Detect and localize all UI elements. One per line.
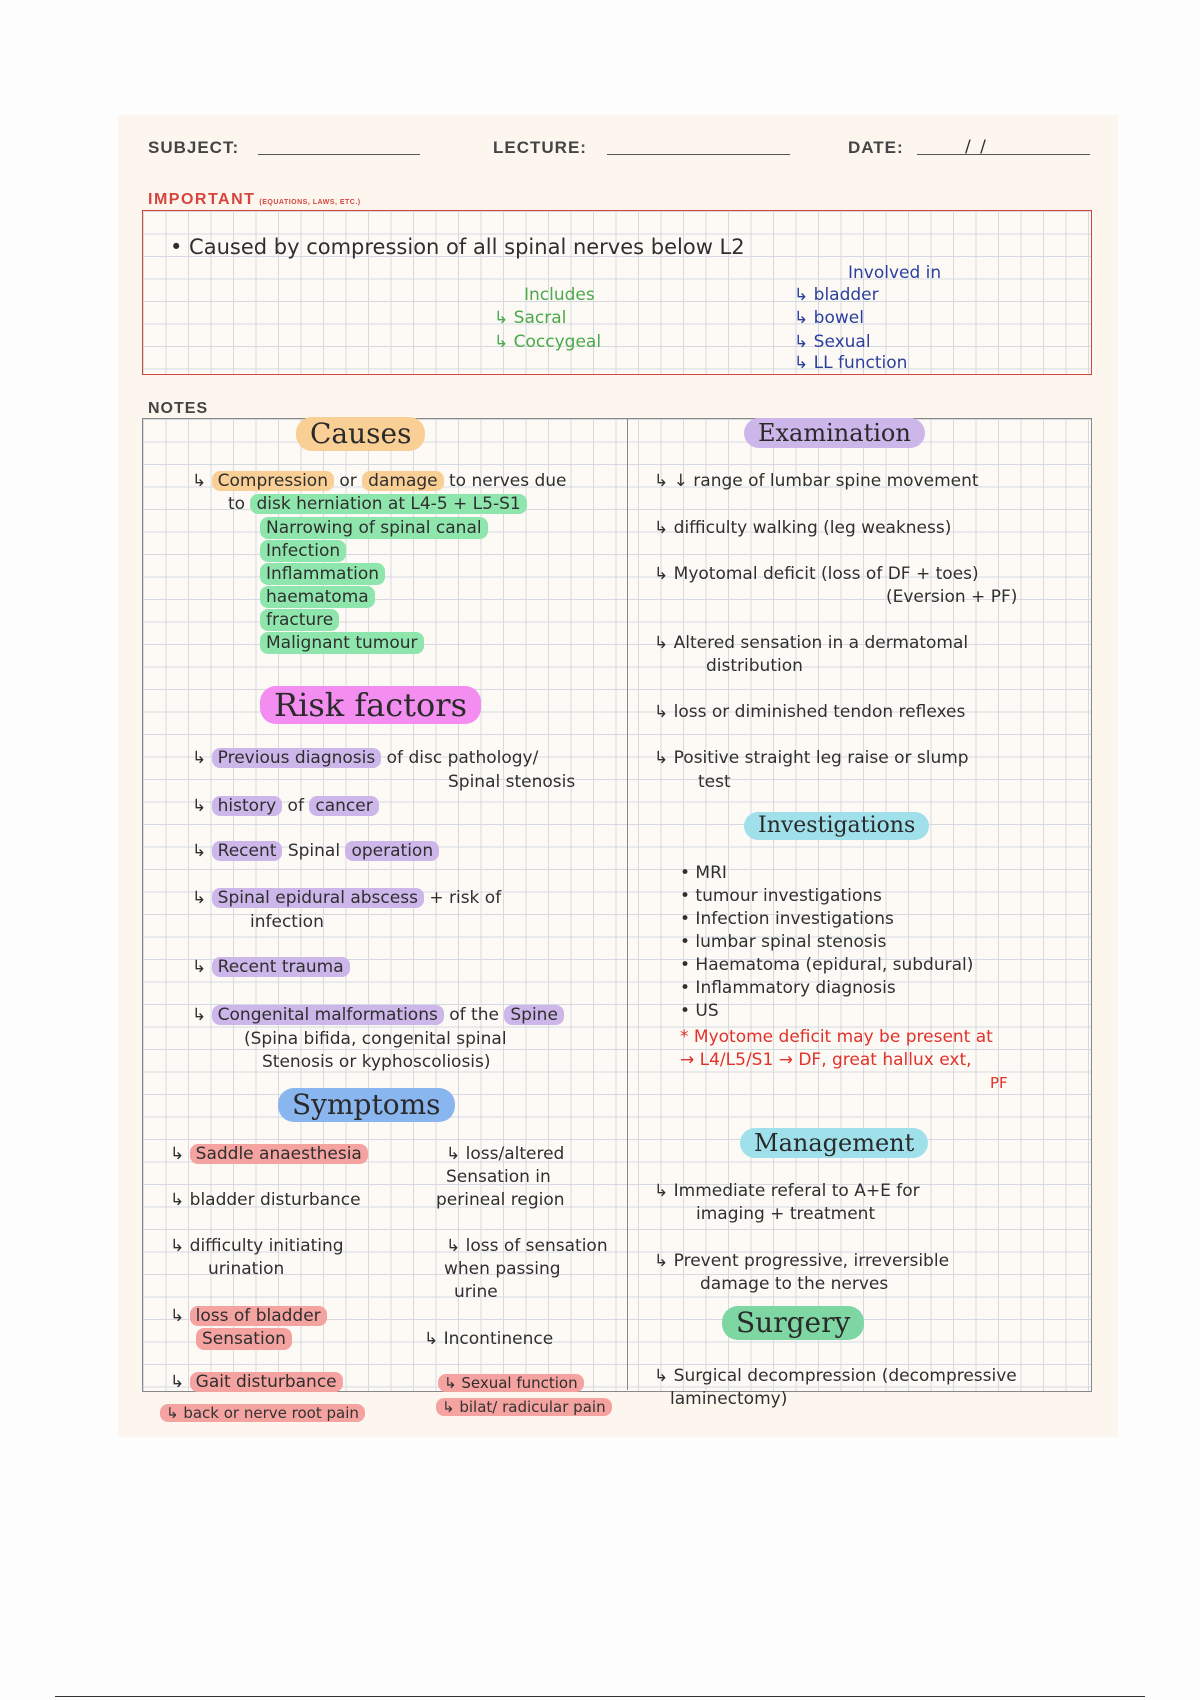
symptom-col2-item: ↳ Incontinence xyxy=(424,1329,554,1349)
management-item: ↳ Prevent progressive, irreversible xyxy=(654,1251,950,1271)
involved-item: ↳ LL function xyxy=(794,353,908,373)
lecture-label: LECTURE: xyxy=(493,138,587,157)
risk-item-cont: infection xyxy=(250,912,324,932)
myotome-note-cont: → L4/L5/S1 → DF, great hallux ext, xyxy=(680,1050,972,1070)
risk-item: ↳ Previous diagnosis of disc pathology/ xyxy=(192,748,539,768)
risk-item: ↳ Congenital malformations of the Spine xyxy=(192,1004,564,1026)
symptom-col2-item-cont: when passing xyxy=(444,1259,561,1279)
page-bottom-rule xyxy=(55,1696,1145,1697)
highlight-damage: damage xyxy=(362,471,443,491)
management-item-cont: damage to the nerves xyxy=(700,1274,889,1294)
extra-symptom-radicular-pain: ↳ bilat/ radicular pain xyxy=(436,1398,612,1416)
date-slashes: / / xyxy=(965,137,988,157)
myotome-note: * Myotome deficit may be present at xyxy=(680,1027,993,1047)
risk-item-cont: (Spina bifida, congenital spinal xyxy=(244,1029,507,1049)
exam-item-cont: test xyxy=(698,772,731,792)
management-item: ↳ Immediate referal to A+E for xyxy=(654,1181,920,1201)
involved-item: ↳ bladder xyxy=(794,285,879,305)
includes-item: ↳ Sacral xyxy=(494,308,567,328)
notes-title: NOTES xyxy=(148,400,209,417)
cause-item: Inflammation xyxy=(260,563,385,585)
involved-item: ↳ Sexual xyxy=(794,332,871,352)
investigation-item: • Infection investigations xyxy=(680,909,894,929)
symptom-col2-item: ↳ Sexual function xyxy=(438,1373,584,1393)
lecture-line[interactable] xyxy=(607,154,790,155)
investigation-item: • lumbar spinal stenosis xyxy=(680,932,887,952)
management-item-cont: imaging + treatment xyxy=(696,1204,876,1224)
risk-item-cont: Stenosis or kyphoscoliosis) xyxy=(262,1052,491,1072)
symptom-item-cont: urination xyxy=(208,1259,285,1279)
symptom-item-cont: Sensation xyxy=(196,1328,292,1350)
cause-item: fracture xyxy=(260,609,339,631)
investigations-heading: Investigations xyxy=(744,812,929,840)
risk-item: ↳ Recent trauma xyxy=(192,956,350,978)
exam-item: ↳ difficulty walking (leg weakness) xyxy=(654,518,952,538)
symptom-item: ↳ bladder disturbance xyxy=(170,1190,361,1210)
cause-item: Narrowing of spinal canal xyxy=(260,517,488,539)
exam-item-cont: (Eversion + PF) xyxy=(886,587,1018,607)
column-divider xyxy=(627,419,628,1390)
symptom-item: ↳ loss of bladder xyxy=(170,1305,327,1327)
myotome-note-cont: PF xyxy=(990,1074,1008,1092)
exam-item: ↳ Myotomal deficit (loss of DF + toes) xyxy=(654,564,979,584)
management-heading: Management xyxy=(740,1128,928,1158)
date-line[interactable] xyxy=(917,154,1090,155)
involved-label: Involved in xyxy=(848,263,942,283)
causes-line1: ↳ Compression or damage to nerves due xyxy=(192,471,567,491)
cause-item: Malignant tumour xyxy=(260,632,424,654)
symptoms-heading: Symptoms xyxy=(278,1088,455,1122)
includes-item: ↳ Coccygeal xyxy=(494,332,602,352)
exam-item: ↳ ↓ range of lumbar spine movement xyxy=(654,471,979,491)
examination-heading: Examination xyxy=(744,418,925,448)
exam-item-cont: distribution xyxy=(706,656,803,676)
investigation-item: • MRI xyxy=(680,863,727,883)
investigation-item: • US xyxy=(680,1001,719,1021)
risk-factors-heading: Risk factors xyxy=(260,686,481,724)
risk-item: ↳ history of cancer xyxy=(192,795,379,817)
symptom-col2-item-cont: urine xyxy=(454,1282,498,1302)
risk-item: ↳ Recent Spinal operation xyxy=(192,840,439,862)
risk-item-cont: Spinal stenosis xyxy=(448,772,576,792)
exam-item: ↳ Altered sensation in a dermatomal xyxy=(654,633,969,653)
symptom-item: ↳ Gait disturbance xyxy=(170,1371,343,1393)
extra-symptom-back-pain: ↳ back or nerve root pain xyxy=(160,1404,365,1422)
includes-label: Includes xyxy=(524,285,595,305)
highlight-disk-herniation: disk herniation at L4-5 + L5-S1 xyxy=(250,494,526,514)
causes-line2: to disk herniation at L4-5 + L5-S1 xyxy=(228,493,527,515)
subject-line[interactable] xyxy=(258,154,420,155)
symptom-col2-item-cont: perineal region xyxy=(436,1190,565,1210)
risk-item: ↳ Spinal epidural abscess + risk of xyxy=(192,888,502,908)
highlight-compression: Compression xyxy=(212,471,334,491)
important-subtitle: (EQUATIONS, LAWS, ETC.) xyxy=(259,199,361,206)
cause-item: haematoma xyxy=(260,586,375,608)
date-label: DATE: xyxy=(848,138,904,157)
surgery-item: ↳ Surgical decompression (decompressive xyxy=(654,1366,1017,1386)
investigation-item: • Inflammatory diagnosis xyxy=(680,978,896,998)
surgery-heading: Surgery xyxy=(722,1306,864,1340)
symptom-col2-item: ↳ loss of sensation xyxy=(446,1236,608,1256)
investigation-item: • Haematoma (epidural, subdural) xyxy=(680,955,974,975)
cause-item: Infection xyxy=(260,540,346,562)
investigation-item: • tumour investigations xyxy=(680,886,882,906)
causes-heading: Causes xyxy=(296,417,425,451)
exam-item: ↳ loss or diminished tendon reflexes xyxy=(654,702,966,722)
symptom-col2-item-cont: Sensation in xyxy=(446,1167,551,1187)
exam-item: ↳ Positive straight leg raise or slump xyxy=(654,748,969,768)
important-main-text: • Caused by compression of all spinal nerves below L2 xyxy=(170,235,745,259)
surgery-item-cont: laminectomy) xyxy=(670,1389,788,1409)
symptom-item: ↳ Saddle anaesthesia xyxy=(170,1143,368,1165)
involved-item: ↳ bowel xyxy=(794,308,864,328)
symptom-col2-item: ↳ loss/altered xyxy=(446,1144,565,1164)
symptom-item: ↳ difficulty initiating xyxy=(170,1236,344,1256)
subject-label: SUBJECT: xyxy=(148,138,240,157)
important-title: IMPORTANT (EQUATIONS, LAWS, ETC.) xyxy=(148,191,361,208)
